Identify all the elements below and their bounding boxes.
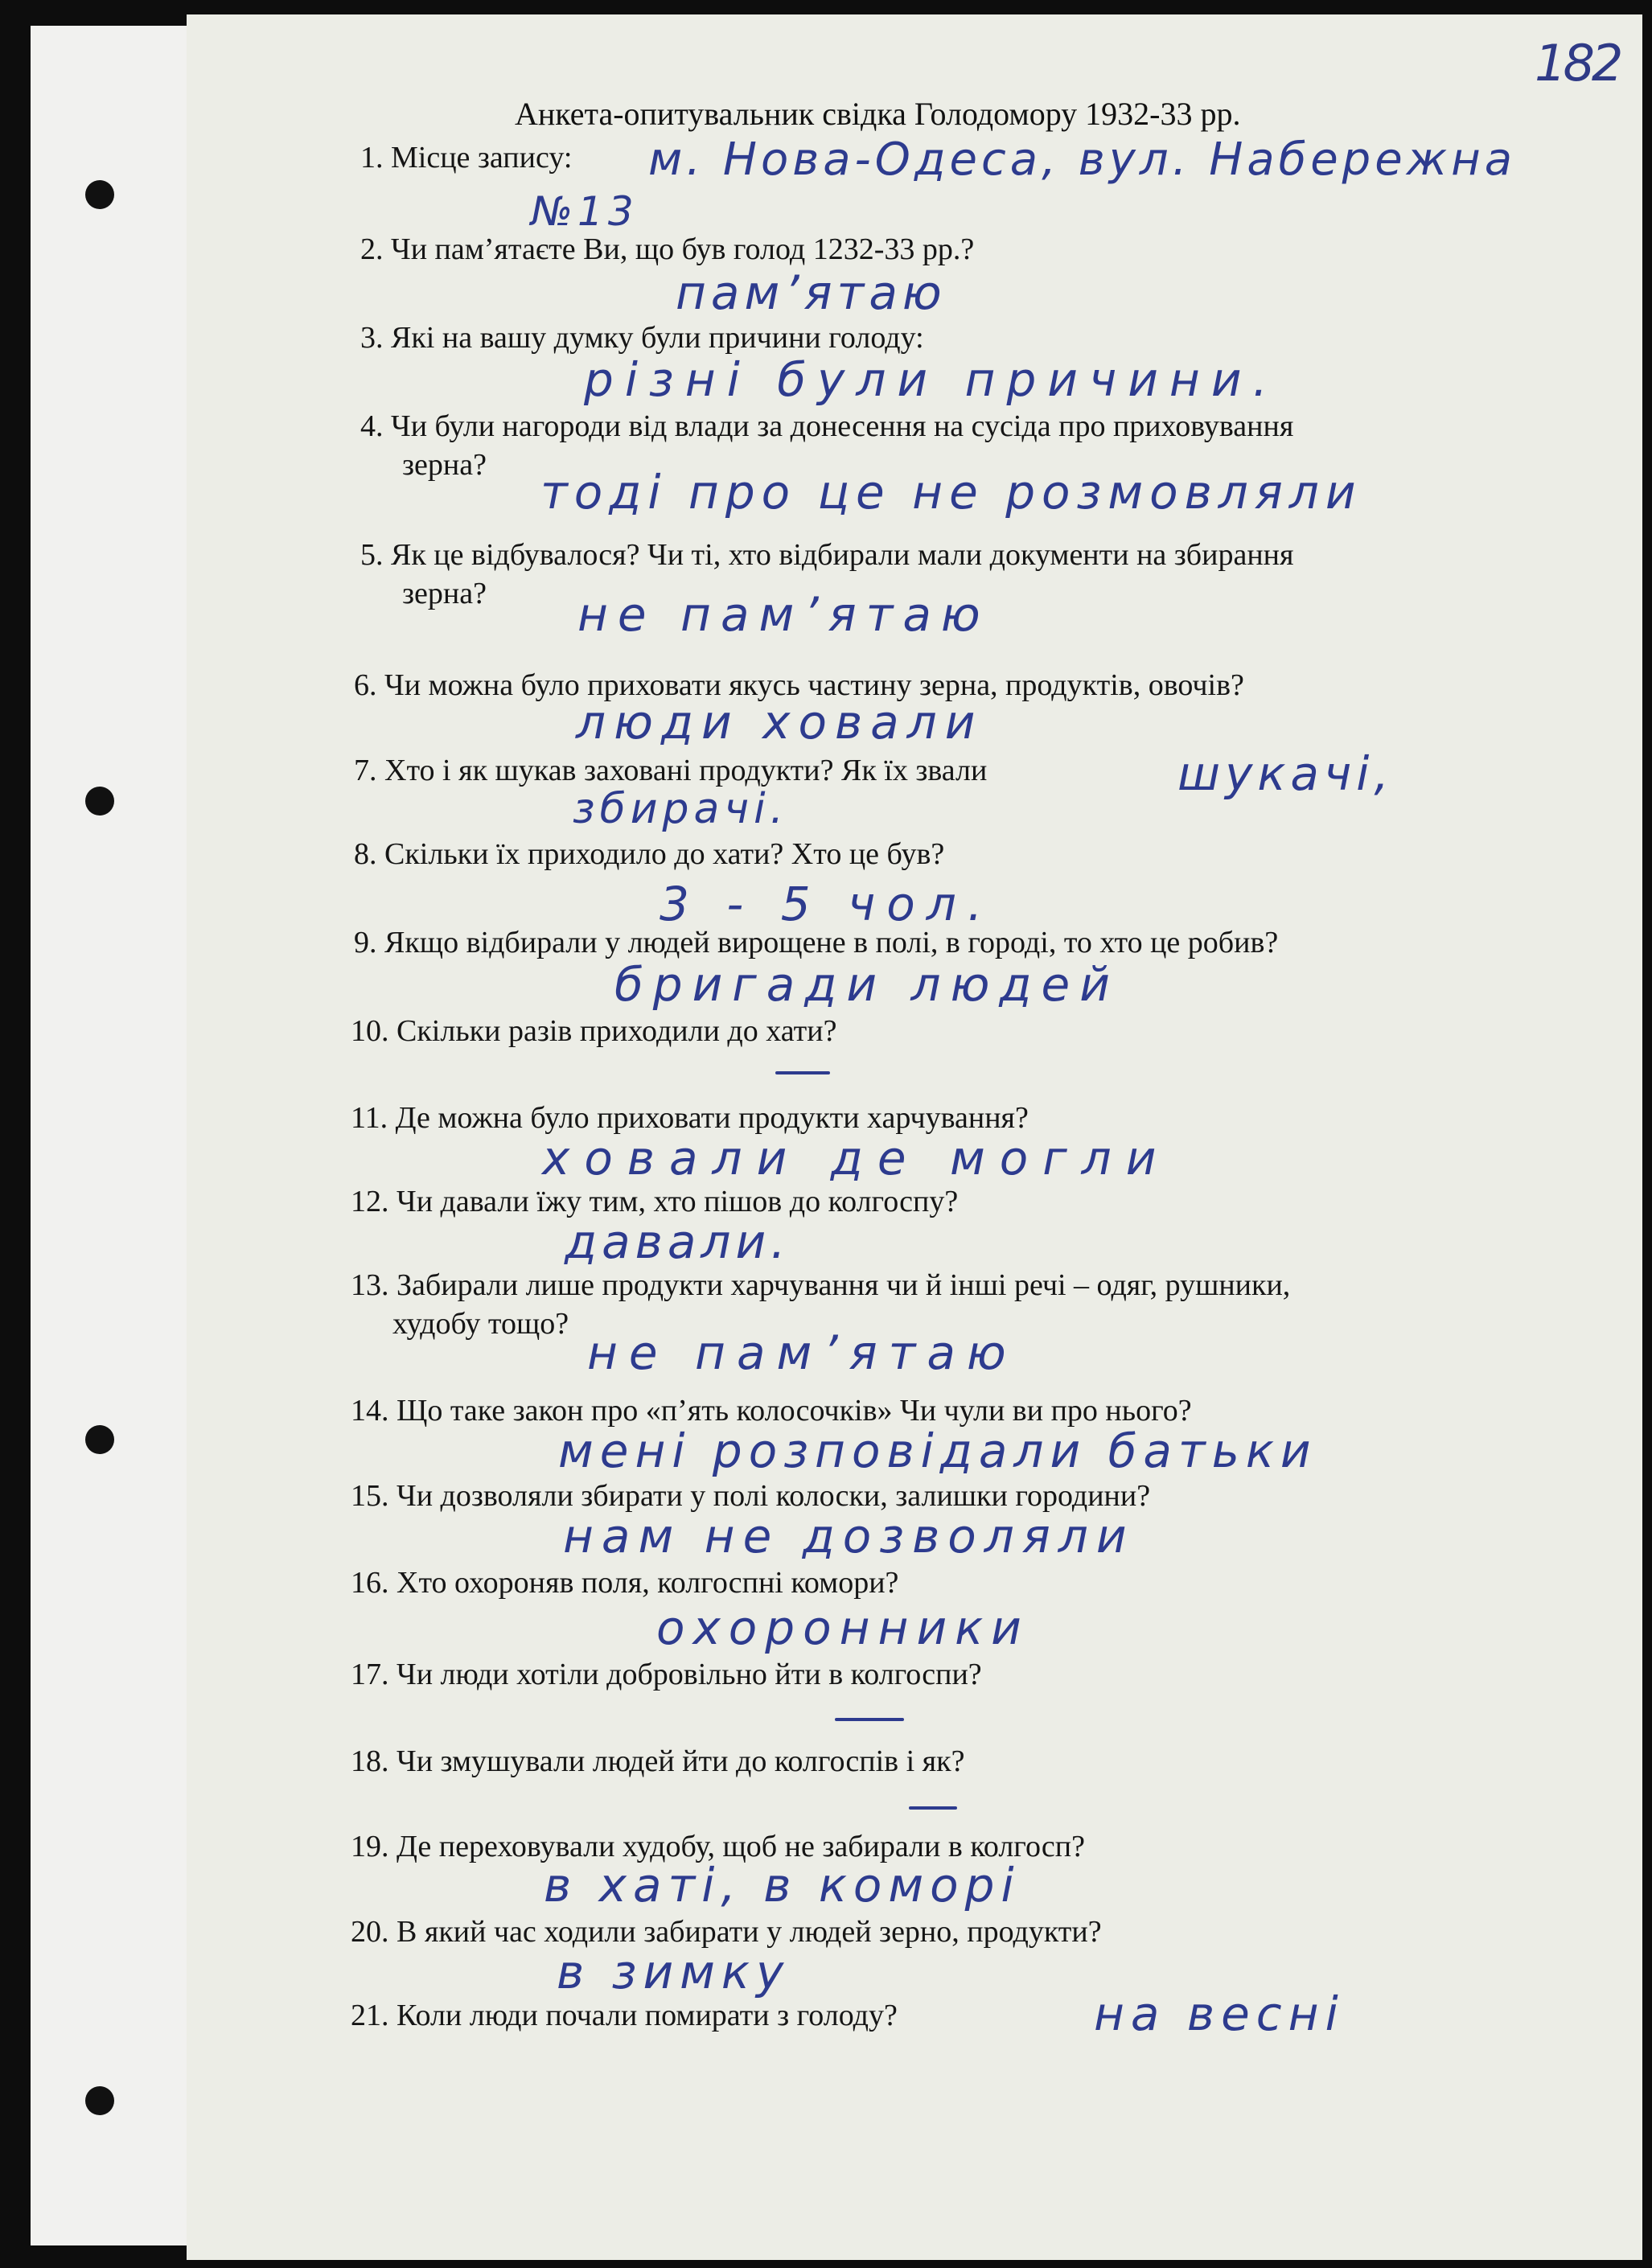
question-6: 6. Чи можна було приховати якусь частину зерна, продуктів, овочів? [354, 668, 1244, 702]
answer-16: охоронники [656, 1600, 1029, 1655]
punch-hole [85, 2086, 114, 2115]
question-14: 14. Що таке закон про «п’ять колосочків» Чи чули ви про нього? [351, 1394, 1192, 1428]
answer-8: 3 - 5 чол. [660, 877, 994, 931]
document-title: Анкета-опитувальник свідка Голодомору 1932-33 рр. [515, 96, 1241, 132]
answer-10-dash [775, 1071, 830, 1074]
left-margin-strip [31, 26, 191, 2245]
punch-hole [85, 787, 114, 816]
answer-18-dash [909, 1806, 957, 1810]
page-number: 182 [1535, 34, 1621, 92]
question-15: 15. Чи дозволяли збирати у полі колоски, залишки городини? [351, 1479, 1151, 1513]
answer-11: ховали де могли [542, 1131, 1171, 1185]
answer-3: різні були причини. [584, 352, 1279, 407]
answer-5: не пам’ятаю [577, 587, 990, 642]
answer-2: пам’ятаю [676, 265, 947, 320]
question-20: 20. В який час ходили забирати у людей зерно, продукти? [351, 1915, 1102, 1949]
question-19: 19. Де переховували худобу, щоб не забирали в колгосп? [351, 1830, 1085, 1863]
question-3: 3. Які на вашу думку були причини голоду: [360, 321, 924, 355]
answer-17-dash [835, 1718, 904, 1721]
question-18: 18. Чи змушували людей йти до колгоспів і як? [351, 1744, 965, 1778]
answer-14: мені розповідали батьки [558, 1424, 1317, 1478]
question-16: 16. Хто охороняв поля, колгоспні комори? [351, 1566, 899, 1600]
question-17: 17. Чи люди хотіли добровільно йти в колгоспи? [351, 1658, 982, 1691]
answer-1-line2: №13 [531, 188, 639, 235]
question-number: 1. [360, 141, 384, 175]
question-7: 7. Хто і як шукав заховані продукти? Як їх звали [354, 754, 988, 787]
question-1 [360, 138, 572, 177]
question-4: 4. Чи були нагороди від влади за донесення на сусіда про приховування зерна? [360, 409, 1294, 482]
punch-hole [85, 180, 114, 209]
answer-6: люди ховали [576, 695, 984, 750]
answer-7: шукачі, [1177, 746, 1394, 801]
question-8: 8. Скільки їх приходило до хати? Хто це був? [354, 837, 945, 871]
answer-7-line2: збирачі. [573, 785, 789, 833]
question-2: 2. Чи пам’ятаєте Ви, що був голод 1232-33 рр.? [360, 232, 975, 266]
answer-1: м. Нова-Одеса, вул. Набережна [648, 134, 1517, 186]
answer-15: нам не дозволяли [563, 1509, 1135, 1563]
question-11: 11. Де можна було приховати продукти харчування? [351, 1101, 1029, 1135]
question-12: 12. Чи давали їжу тим, хто пішов до колгоспу? [351, 1185, 959, 1218]
question-10: 10. Скільки разів приходили до хати? [351, 1014, 837, 1048]
answer-13: не пам’ятаю [587, 1325, 1017, 1380]
answer-4: тоді про це не розмовляли [540, 465, 1362, 520]
question-21: 21. Коли люди почали помирати з голоду? [351, 1999, 898, 2032]
answer-12: давали. [565, 1214, 791, 1269]
question-13: 13. Забирали лише продукти харчування чи й інші речі – одяг, рушники, худобу тощо? [351, 1268, 1291, 1341]
question-9: 9. Якщо відбирали у людей вирощене в полі, в городі, то хто це робив? [354, 926, 1279, 959]
answer-21: на весні [1094, 1987, 1345, 2041]
answer-19: в хаті, в коморі [544, 1858, 1021, 1913]
question-text: Місце запису: [391, 141, 573, 175]
answer-20: в зимку [557, 1945, 791, 1999]
punch-hole [85, 1425, 114, 1454]
answer-9: бригади людей [614, 957, 1120, 1012]
question-5: 5. Як це відбувалося? Чи ті, хто відбирали мали документи на збирання зерна? [360, 538, 1294, 610]
